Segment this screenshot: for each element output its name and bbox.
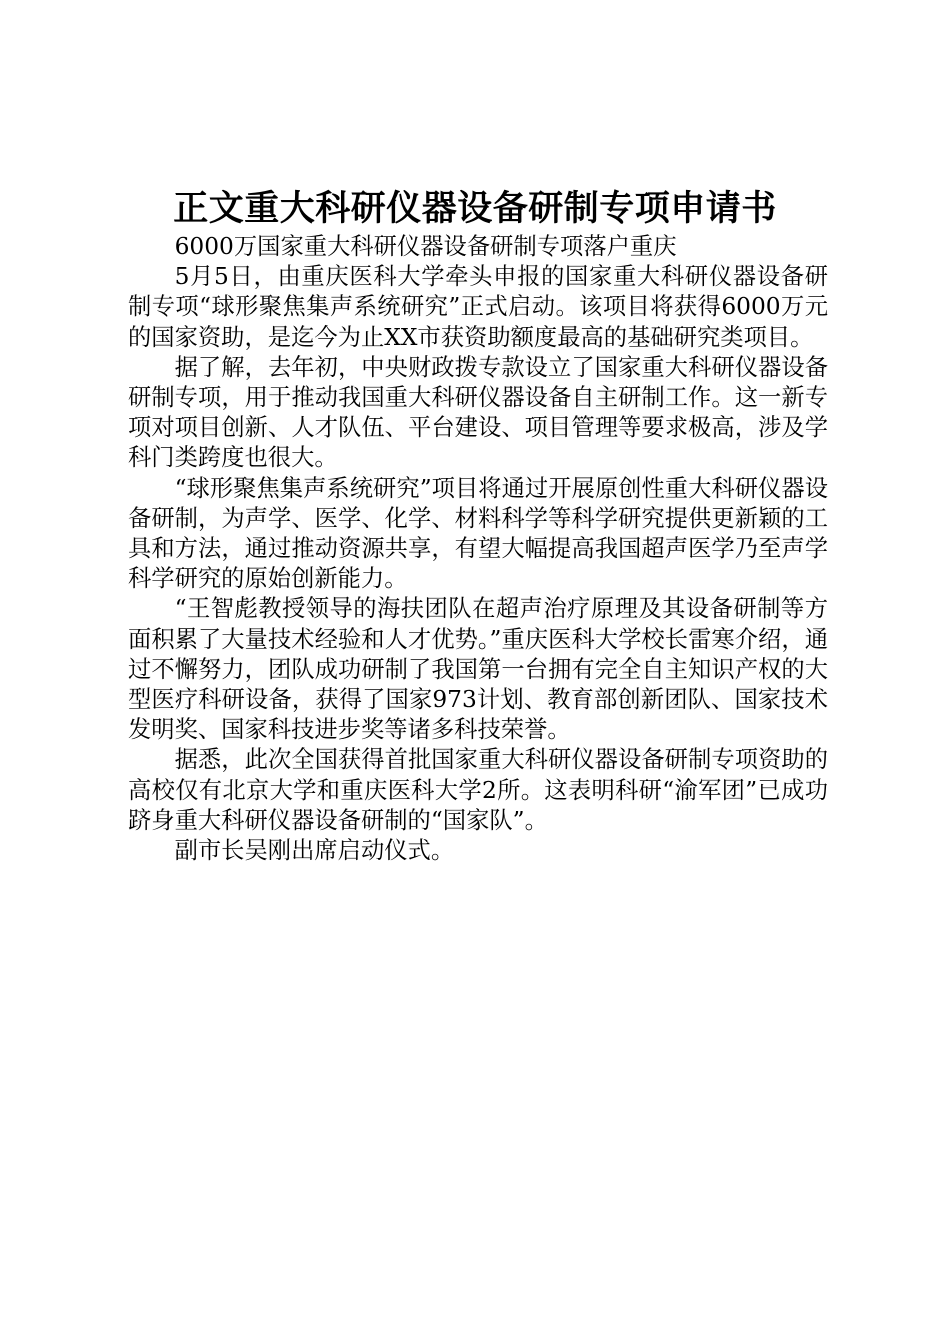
paragraph-background: 据了解，去年初，中央财政拨专款设立了国家重大科研仪器设备研制专项，用于推动我国重大科研仪器设备自主研制工作。这一新专项对项目创新、人才队伍、平台建设、项目管理等要求极高，涉及学科门类跨度也很大。 [128, 353, 828, 472]
paragraph-team-achievements: “王智彪教授领导的海扶团队在超声治疗原理及其设备研制等方面积累了大量技术经验和人才优势。”重庆医科大学校长雷寒介绍，通过不懈努力，团队成功研制了我国第一台拥有完全自主知识产权的大型医疗科研设备，获得了国家973计划、教育部创新团队、国家技术发明奖、国家科技进步奖等诸多科技荣誉。 [128, 595, 828, 744]
paragraph-project-launch: 5月5日，由重庆医科大学牵头申报的国家重大科研仪器设备研制专项“球形聚焦集声系统研究”正式启动。该项目将获得6000万元的国家资助，是迄今为止XX市获资助额度最高的基础研究类项目。 [128, 263, 828, 351]
paragraph-universities: 据悉，此次全国获得首批国家重大科研仪器设备研制专项资助的高校仅有北京大学和重庆医科大学2所。这表明科研“渝军团”已成功跻身重大科研仪器设备研制的“国家队”。 [128, 746, 828, 834]
paragraph-project-goals: “球形聚焦集声系统研究”项目将通过开展原创性重大科研仪器设备研制，为声学、医学、化学、材料科学等科学研究提供更新颖的工具和方法，通过推动资源共享，有望大幅提高我国超声医学乃至声学科学研究的原始创新能力。 [128, 474, 828, 593]
paragraph-ceremony: 副市长吴刚出席启动仪式。 [174, 837, 455, 865]
document-title: 正文重大科研仪器设备研制专项申请书 [173, 189, 777, 229]
paragraph-subheading: 6000万国家重大科研仪器设备研制专项落户重庆 [174, 233, 677, 260]
document-body [128, 232, 828, 866]
